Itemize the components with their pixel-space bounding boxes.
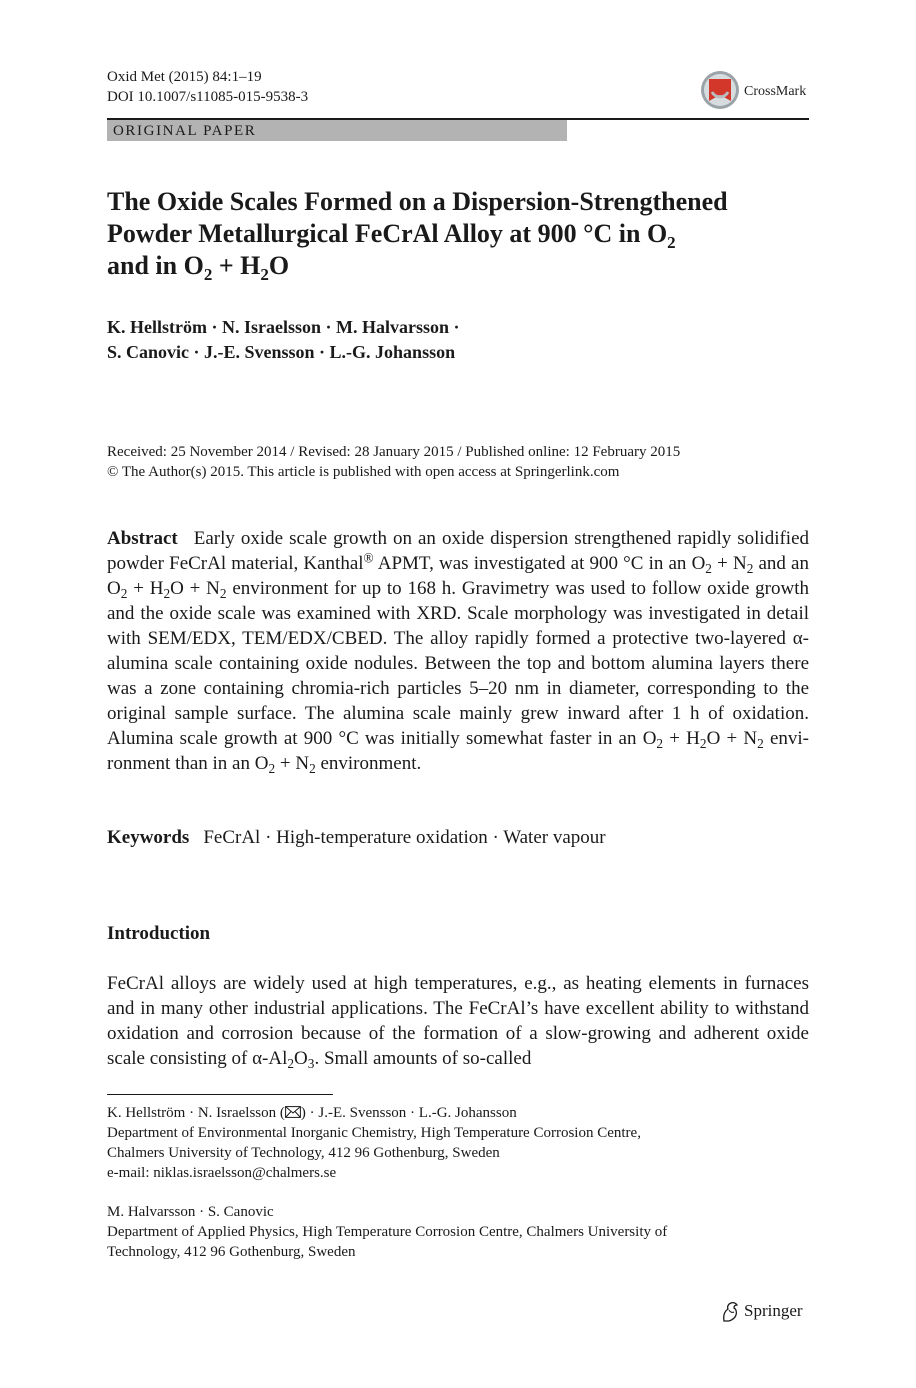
- affiliation-1-university: Chalmers University of Technology, 412 96 Gothenburg, Sweden: [107, 1145, 500, 1161]
- crossmark-badge[interactable]: [700, 70, 810, 114]
- authors-line-2: S. Canovic · J.-E. Svensson · L.-G. Johansson: [107, 342, 456, 362]
- affiliation-1: [107, 1103, 809, 1183]
- springer-horse-icon: [720, 1301, 740, 1323]
- envelope-icon: [285, 1106, 301, 1118]
- authors-line-1: K. Hellström · N. Israelsson · M. Halvarsson ·: [107, 317, 460, 337]
- publication-dates: [107, 442, 809, 482]
- title-line-3: and in $O_2 + H_2O$: [107, 251, 290, 284]
- affiliation-1-names: K. Hellström · N. Israelsson ( ) · J.-E. Svensson · L.-G. Johansson: [107, 1105, 517, 1121]
- section-heading-introduction: Introduction: [107, 923, 211, 944]
- keywords: [107, 825, 809, 850]
- affiliation-1-department: Department of Environmental Inorganic Chemistry, High Temperature Corrosion Centre,: [107, 1125, 641, 1141]
- springer-logo: [720, 1298, 812, 1326]
- journal-citation: Oxid Met (2015) 84:1–19: [107, 69, 262, 85]
- affiliation-2: [107, 1202, 809, 1262]
- affiliation-2-department: Department of Applied Physics, High Temperature Corrosion Centre, Chalmers University of: [107, 1224, 668, 1240]
- affiliation-2-names: M. Halvarsson · S. Canovic: [107, 1204, 274, 1220]
- paper-type: ORIGINAL PAPER: [113, 123, 257, 139]
- title-line-2: Powder Metallurgical FeCrAl Alloy at 900 °C in $O_2$: [107, 219, 676, 252]
- author-list: [107, 315, 807, 365]
- title-line-1: The Oxide Scales Formed on a Dispersion-Strengthened: [107, 187, 728, 216]
- journal-info: [107, 67, 308, 107]
- journal-doi[interactable]: DOI 10.1007/s11085-015-9538-3: [107, 89, 309, 105]
- abstract-label: Abstract: [107, 528, 178, 549]
- abstract: Abstract Early oxide scale growth on an oxide dispersion strengthened rapidly solidified powder FeCrAl material, Kanthal® APMT, was investigated at 900 °C in an $O_2 + N_2$ and an $O_2 + H_2O + N_2$ environment for up to 168 h. Gravimetry was used to follow oxide growth and the oxide scale was examined with XRD. Scale morphology was investigated in detail with SEM/EDX, TEM/EDX/CBED. The alloy rapidly formed a protective two-layered α-alumina scale containing oxide nodules. Between the top and bottom alumina layers there was a zone containing chromia-rich particles 5–20 nm in diameter, corresponding to the original sample surface. The alumina scale mainly grew inward after 1 h of oxidation. Alumina scale growth at 900 °C was initially somewhat faster in an $O_2 + H_2O + N_2$ environment than in an $O_2 + N_2$ environment.: [107, 528, 810, 776]
- copyright-line: © The Author(s) 2015. This article is published with open access at Springerlink.com: [107, 464, 620, 480]
- introduction-paragraph: FeCrAl alloys are widely used at high temperatures, e.g., as heating elements in furnaces and in many other industrial applications. The FeCrAl’s have excellent ability to withstand oxidation and corrosion because of the formation of a slow-growing and adherent oxide scale consisting of $\alpha-Al_2O_3$. Small amounts of so-called: [107, 973, 809, 1071]
- keywords-label: Keywords: [107, 827, 190, 848]
- crossmark-label: CrossMark: [744, 84, 807, 99]
- paper-title: [107, 186, 807, 282]
- footnote-rule: [107, 1094, 333, 1095]
- dates-line: Received: 25 November 2014 / Revised: 28 January 2015 / Published online: 12 February 2015: [107, 444, 681, 460]
- crossmark-icon: [700, 70, 740, 110]
- affiliation-1-email[interactable]: e-mail: niklas.israelsson@chalmers.se: [107, 1165, 337, 1181]
- springer-label: Springer: [744, 1301, 803, 1320]
- affiliation-2-university: Technology, 412 96 Gothenburg, Sweden: [107, 1244, 356, 1260]
- keywords-text: FeCrAl · High-temperature oxidation · Water vapour: [203, 827, 606, 848]
